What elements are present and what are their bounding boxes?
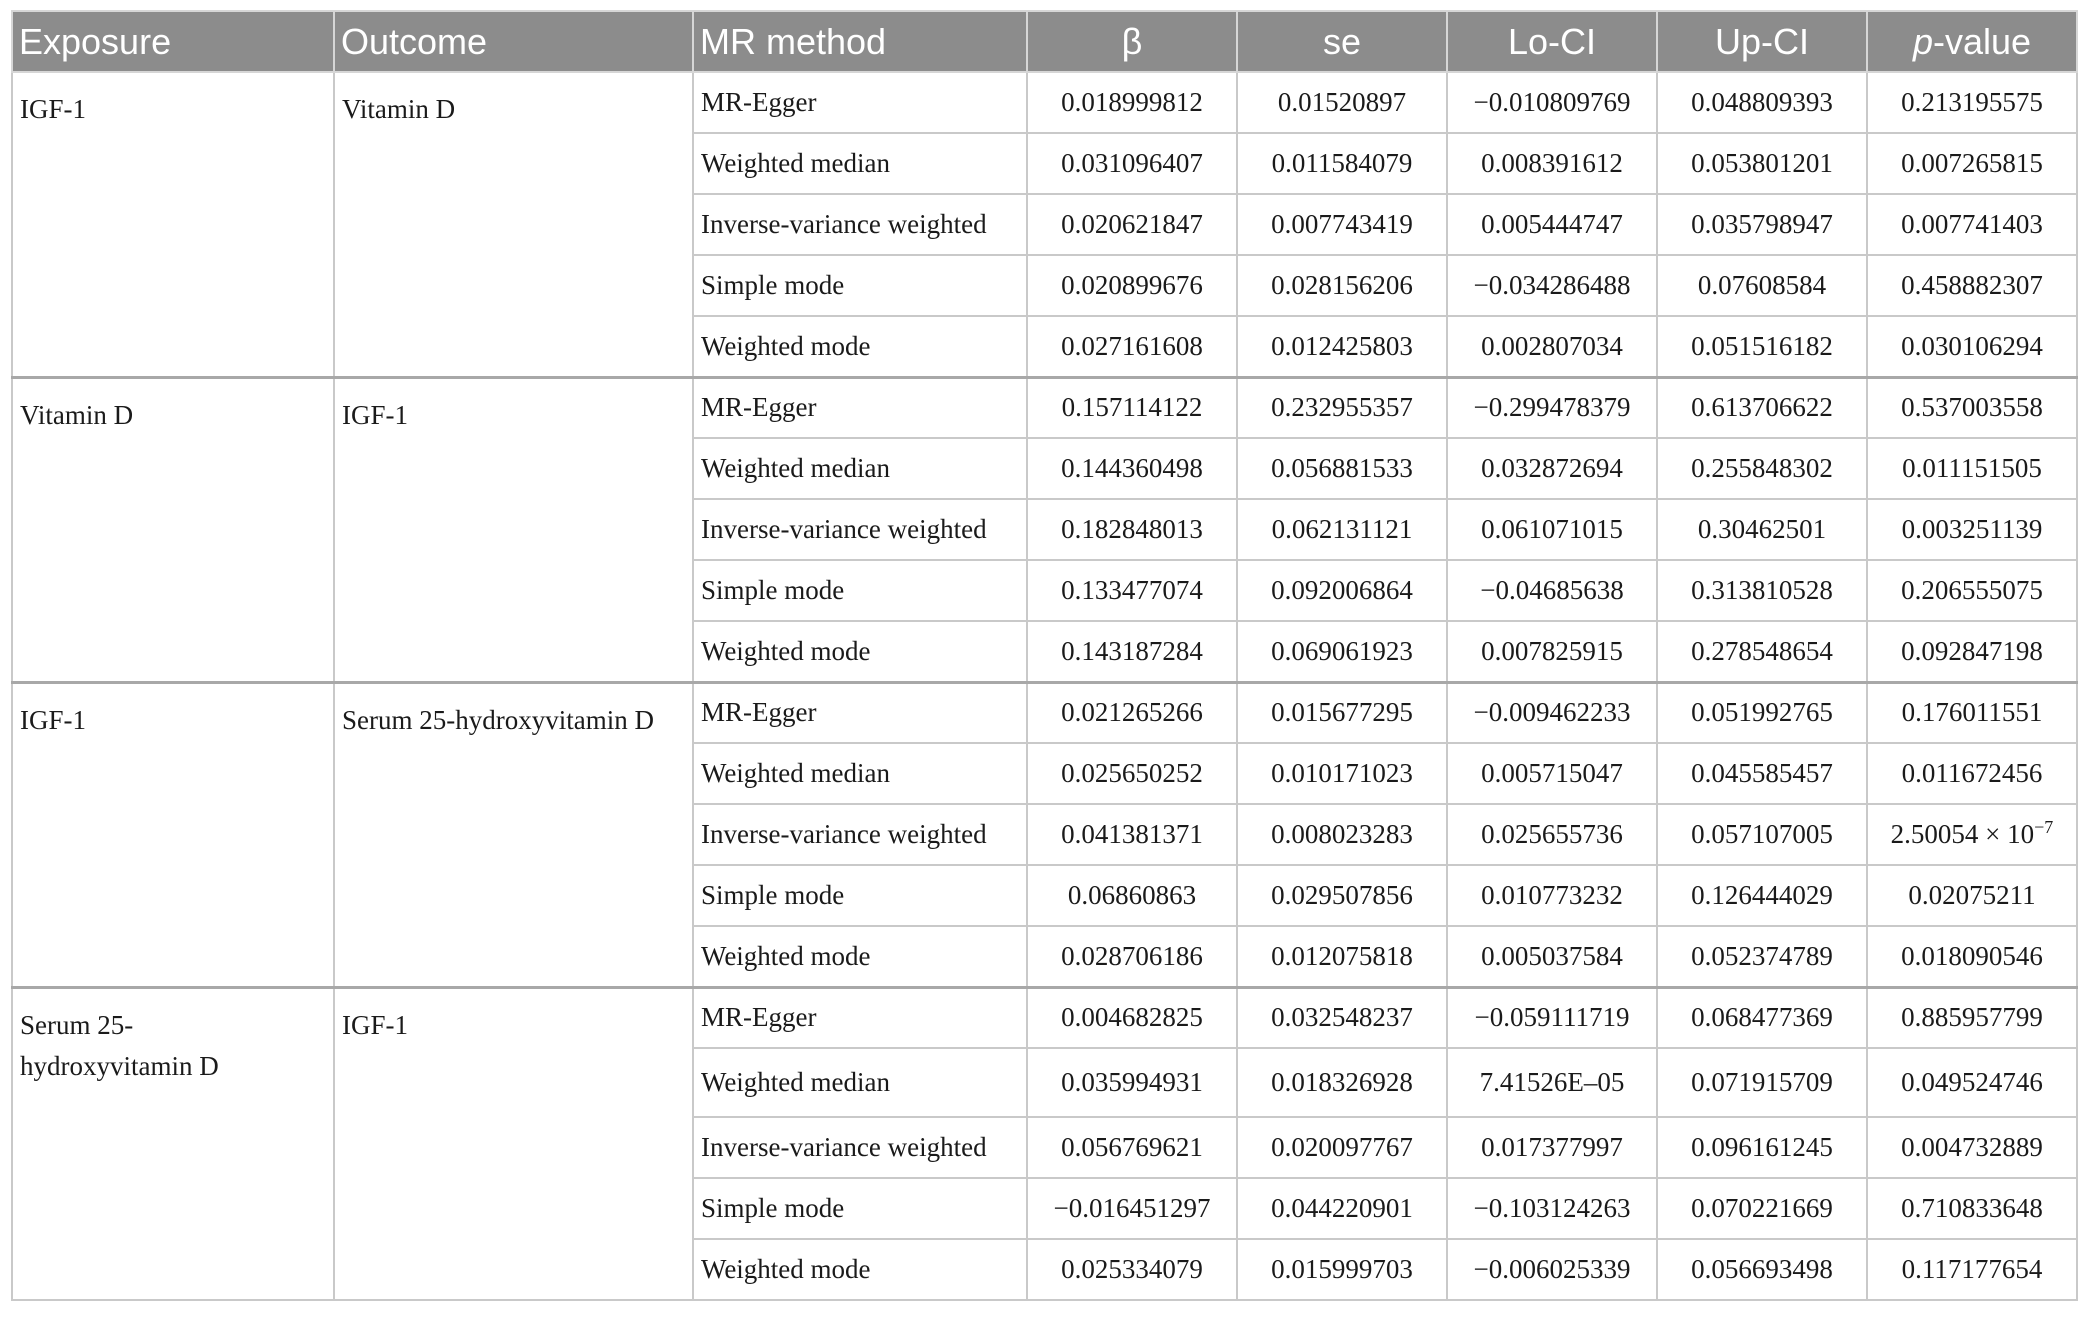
header-up-ci: Up-CI — [1657, 11, 1867, 72]
beta-cell: 0.025334079 — [1027, 1239, 1237, 1300]
lo-ci-cell: −0.059111719 — [1447, 987, 1657, 1048]
se-cell: 0.011584079 — [1237, 133, 1447, 194]
header-mr-method: MR method — [693, 11, 1027, 72]
lo-ci-cell: −0.006025339 — [1447, 1239, 1657, 1300]
method-cell: Weighted median — [693, 743, 1027, 804]
method-cell: MR-Egger — [693, 682, 1027, 743]
lo-ci-cell: −0.034286488 — [1447, 255, 1657, 316]
beta-cell: 0.021265266 — [1027, 682, 1237, 743]
up-ci-cell: 0.048809393 — [1657, 72, 1867, 133]
lo-ci-cell: 7.41526E–05 — [1447, 1048, 1657, 1117]
outcome-cell: Serum 25-hydroxyvitamin D — [334, 682, 693, 987]
method-cell: Inverse-variance weighted — [693, 804, 1027, 865]
beta-cell: 0.025650252 — [1027, 743, 1237, 804]
exposure-cell: Serum 25-hydroxyvitamin D — [12, 987, 334, 1300]
se-cell: 0.020097767 — [1237, 1117, 1447, 1178]
up-ci-cell: 0.07608584 — [1657, 255, 1867, 316]
beta-cell: −0.016451297 — [1027, 1178, 1237, 1239]
se-cell: 0.032548237 — [1237, 987, 1447, 1048]
lo-ci-cell: 0.032872694 — [1447, 438, 1657, 499]
p-value-cell: 0.092847198 — [1867, 621, 2077, 682]
up-ci-cell: 0.045585457 — [1657, 743, 1867, 804]
exposure-cell: IGF-1 — [12, 682, 334, 987]
p-value-cell: 0.007265815 — [1867, 133, 2077, 194]
mr-results-table — [11, 10, 2078, 1301]
se-cell: 0.092006864 — [1237, 560, 1447, 621]
beta-cell: 0.020621847 — [1027, 194, 1237, 255]
lo-ci-cell: 0.010773232 — [1447, 865, 1657, 926]
up-ci-cell: 0.056693498 — [1657, 1239, 1867, 1300]
method-cell: Weighted mode — [693, 316, 1027, 377]
p-value-cell: 0.049524746 — [1867, 1048, 2077, 1117]
method-cell: Weighted median — [693, 438, 1027, 499]
p-value-cell: 0.885957799 — [1867, 987, 2077, 1048]
se-cell: 0.028156206 — [1237, 255, 1447, 316]
p-value-cell: 0.206555075 — [1867, 560, 2077, 621]
lo-ci-cell: 0.017377997 — [1447, 1117, 1657, 1178]
p-value-cell: 0.011151505 — [1867, 438, 2077, 499]
up-ci-cell: 0.052374789 — [1657, 926, 1867, 987]
beta-cell: 0.144360498 — [1027, 438, 1237, 499]
beta-cell: 0.035994931 — [1027, 1048, 1237, 1117]
header-p-value — [1867, 11, 2077, 72]
up-ci-cell: 0.068477369 — [1657, 987, 1867, 1048]
beta-cell: 0.027161608 — [1027, 316, 1237, 377]
method-cell: Inverse-variance weighted — [693, 499, 1027, 560]
se-cell: 0.029507856 — [1237, 865, 1447, 926]
up-ci-cell: 0.278548654 — [1657, 621, 1867, 682]
p-value-exponent: −7 — [2034, 817, 2054, 837]
method-cell: Inverse-variance weighted — [693, 194, 1027, 255]
lo-ci-cell: 0.002807034 — [1447, 316, 1657, 377]
lo-ci-cell: −0.04685638 — [1447, 560, 1657, 621]
method-cell: Weighted mode — [693, 621, 1027, 682]
up-ci-cell: 0.051516182 — [1657, 316, 1867, 377]
beta-cell: 0.182848013 — [1027, 499, 1237, 560]
method-cell: Weighted median — [693, 1048, 1027, 1117]
lo-ci-cell: 0.005715047 — [1447, 743, 1657, 804]
beta-cell: 0.018999812 — [1027, 72, 1237, 133]
lo-ci-cell: 0.005037584 — [1447, 926, 1657, 987]
method-cell: Weighted median — [693, 133, 1027, 194]
header-exposure: Exposure — [12, 11, 334, 72]
header-beta: β — [1027, 11, 1237, 72]
se-cell: 0.062131121 — [1237, 499, 1447, 560]
up-ci-cell: 0.613706622 — [1657, 377, 1867, 438]
header-outcome: Outcome — [334, 11, 693, 72]
table-row — [12, 987, 2077, 1048]
lo-ci-cell: 0.007825915 — [1447, 621, 1657, 682]
lo-ci-cell: −0.103124263 — [1447, 1178, 1657, 1239]
header-se: se — [1237, 11, 1447, 72]
se-cell: 0.069061923 — [1237, 621, 1447, 682]
method-cell: MR-Egger — [693, 72, 1027, 133]
up-ci-cell: 0.30462501 — [1657, 499, 1867, 560]
method-cell: MR-Egger — [693, 987, 1027, 1048]
p-value-cell: 0.02075211 — [1867, 865, 2077, 926]
p-value-cell: 0.030106294 — [1867, 316, 2077, 377]
lo-ci-cell: 0.008391612 — [1447, 133, 1657, 194]
beta-cell: 0.133477074 — [1027, 560, 1237, 621]
table-body — [12, 72, 2077, 1300]
beta-cell: 0.004682825 — [1027, 987, 1237, 1048]
up-ci-cell: 0.053801201 — [1657, 133, 1867, 194]
method-cell: Simple mode — [693, 865, 1027, 926]
header-row — [12, 11, 2077, 72]
table-row — [12, 682, 2077, 743]
beta-cell: 0.041381371 — [1027, 804, 1237, 865]
se-cell: 0.012075818 — [1237, 926, 1447, 987]
p-value-cell: 0.004732889 — [1867, 1117, 2077, 1178]
p-value-cell: 0.213195575 — [1867, 72, 2077, 133]
table-header — [12, 11, 2077, 72]
p-value-cell: 0.007741403 — [1867, 194, 2077, 255]
beta-cell: 0.157114122 — [1027, 377, 1237, 438]
exposure-cell: IGF-1 — [12, 72, 334, 377]
beta-cell: 0.031096407 — [1027, 133, 1237, 194]
se-cell: 0.010171023 — [1237, 743, 1447, 804]
se-cell: 0.012425803 — [1237, 316, 1447, 377]
header-p-suffix: -value — [1932, 20, 2032, 62]
p-value-cell: 0.537003558 — [1867, 377, 2077, 438]
up-ci-cell: 0.126444029 — [1657, 865, 1867, 926]
header-lo-ci: Lo-CI — [1447, 11, 1657, 72]
p-value-cell: 0.710833648 — [1867, 1178, 2077, 1239]
up-ci-cell: 0.035798947 — [1657, 194, 1867, 255]
p-value-mantissa: 2.50054 × 10 — [1890, 819, 2035, 849]
up-ci-cell: 0.070221669 — [1657, 1178, 1867, 1239]
beta-cell: 0.028706186 — [1027, 926, 1237, 987]
se-cell: 0.015677295 — [1237, 682, 1447, 743]
beta-cell: 0.06860863 — [1027, 865, 1237, 926]
lo-ci-cell: −0.009462233 — [1447, 682, 1657, 743]
method-cell: Simple mode — [693, 255, 1027, 316]
method-cell: Weighted mode — [693, 926, 1027, 987]
table-row — [12, 72, 2077, 133]
method-cell: Weighted mode — [693, 1239, 1027, 1300]
se-cell: 0.044220901 — [1237, 1178, 1447, 1239]
header-p-italic: p — [1912, 20, 1933, 62]
exposure-cell: Vitamin D — [12, 377, 334, 682]
up-ci-cell: 0.051992765 — [1657, 682, 1867, 743]
lo-ci-cell: −0.010809769 — [1447, 72, 1657, 133]
lo-ci-cell: 0.025655736 — [1447, 804, 1657, 865]
outcome-cell: IGF-1 — [334, 377, 693, 682]
method-cell: Simple mode — [693, 1178, 1027, 1239]
beta-cell: 0.020899676 — [1027, 255, 1237, 316]
table-row — [12, 377, 2077, 438]
up-ci-cell: 0.313810528 — [1657, 560, 1867, 621]
up-ci-cell: 0.071915709 — [1657, 1048, 1867, 1117]
se-cell: 0.056881533 — [1237, 438, 1447, 499]
p-value-cell: 0.003251139 — [1867, 499, 2077, 560]
outcome-cell: IGF-1 — [334, 987, 693, 1300]
lo-ci-cell: 0.005444747 — [1447, 194, 1657, 255]
beta-cell: 0.143187284 — [1027, 621, 1237, 682]
lo-ci-cell: 0.061071015 — [1447, 499, 1657, 560]
p-value-cell: 0.011672456 — [1867, 743, 2077, 804]
se-cell: 0.232955357 — [1237, 377, 1447, 438]
se-cell: 0.018326928 — [1237, 1048, 1447, 1117]
lo-ci-cell: −0.299478379 — [1447, 377, 1657, 438]
se-cell: 0.008023283 — [1237, 804, 1447, 865]
p-value-cell: 0.018090546 — [1867, 926, 2077, 987]
p-value-cell: 0.117177654 — [1867, 1239, 2077, 1300]
se-cell: 0.015999703 — [1237, 1239, 1447, 1300]
p-value-cell: 0.176011551 — [1867, 682, 2077, 743]
method-cell: MR-Egger — [693, 377, 1027, 438]
se-cell: 0.007743419 — [1237, 194, 1447, 255]
up-ci-cell: 0.057107005 — [1657, 804, 1867, 865]
up-ci-cell: 0.096161245 — [1657, 1117, 1867, 1178]
se-cell: 0.01520897 — [1237, 72, 1447, 133]
p-value-cell: 0.458882307 — [1867, 255, 2077, 316]
up-ci-cell: 0.255848302 — [1657, 438, 1867, 499]
p-value-cell — [1867, 804, 2077, 865]
method-cell: Inverse-variance weighted — [693, 1117, 1027, 1178]
method-cell: Simple mode — [693, 560, 1027, 621]
outcome-cell: Vitamin D — [334, 72, 693, 377]
beta-cell: 0.056769621 — [1027, 1117, 1237, 1178]
